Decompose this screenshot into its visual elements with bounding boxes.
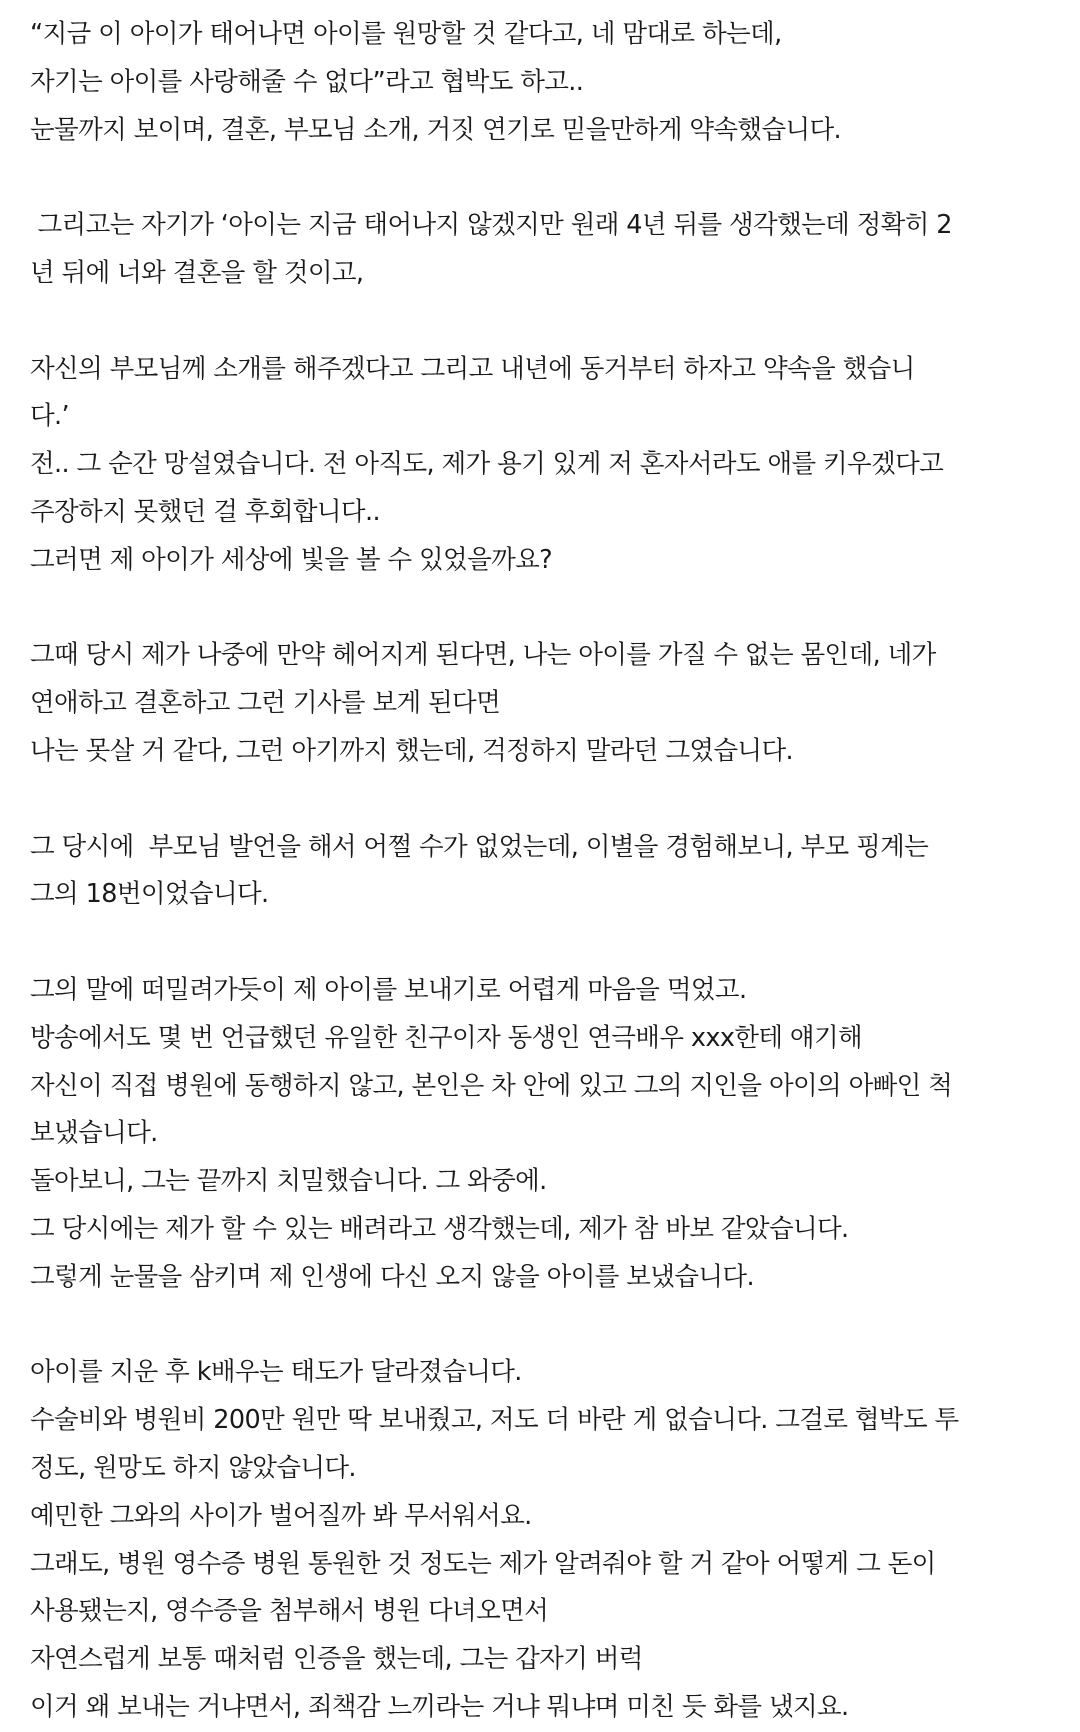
text-line: 이거 왜 보내는 거냐면서, 죄책감 느끼라는 거냐 뭐냐며 미친 듯 화를 냈지요. (30, 1691, 849, 1722)
text-line: 눈물까지 보이며, 결혼, 부모님 소개, 거짓 연기로 믿을만하게 약속했습니다. (30, 114, 842, 145)
paragraph-gap (30, 1302, 1060, 1350)
text-line: 예민한 그와의 사이가 벌어질까 봐 무서워서요. (30, 1500, 532, 1531)
text-line: “지금 이 아이가 태어나면 아이를 원망할 것 같다고, 네 맘대로 하는데, (30, 19, 782, 49)
text-line: 다.’ (30, 401, 70, 432)
text-line: 그러면 제 아이가 세상에 빛을 볼 수 있었을까요? (30, 544, 553, 575)
text-line: 그때 당시 제가 나중에 만약 헤어지게 된다면, 나는 아이를 가질 수 없는 몸인데, 네가 (30, 640, 936, 671)
text-line: 연애하고 결혼하고 그런 기사를 보게 된다면 (30, 688, 501, 719)
text-line: 자기는 아이를 사랑해줄 수 없다”라고 협박도 하고.. (30, 66, 584, 97)
text-line: 그렇게 눈물을 삼키며 제 인생에 다신 오지 않을 아이를 보냈습니다. (30, 1261, 754, 1292)
text-line: 그 당시에는 제가 할 수 있는 배려라고 생각했는데, 제가 참 바보 같았습니다. (30, 1213, 849, 1244)
text-line: 사용됐는지, 영수증을 첨부해서 병원 다녀오면서 (30, 1596, 549, 1627)
text-line: 년 뒤에 너와 결혼을 할 것이고, (30, 257, 364, 288)
article-body (30, 0, 1060, 1732)
paragraph-gap (30, 154, 1060, 202)
paragraph-gap (30, 298, 1060, 346)
paragraph-gap (30, 776, 1060, 824)
text-line: 그 당시에 부모님 발언을 해서 어쩔 수가 없었는데, 이별을 경험해보니, 부모 핑계는 (30, 831, 929, 862)
text-line: 정도, 원망도 하지 않았습니다. (30, 1452, 356, 1483)
text-line: 자신이 직접 병원에 동행하지 않고, 본인은 차 안에 있고 그의 지인을 아이의 아빠인 척 (30, 1070, 953, 1101)
text-line: 그리고는 자기가 ‘아이는 지금 태어나지 않겠지만 원래 4년 뒤를 생각했는데 정확히 2 (30, 210, 952, 241)
text-line: 아이를 지운 후 k배우는 태도가 달라졌습니다. (30, 1357, 522, 1388)
text-line: 수술비와 병원비 200만 원만 딱 보내줬고, 저도 더 바란 게 없습니다. 그걸로 협박도 투 (30, 1405, 959, 1436)
text-line: 그의 18번이었습니다. (30, 879, 269, 910)
text-line: 나는 못살 거 같다, 그런 아기까지 했는데, 걱정하지 말라던 그였습니다. (30, 735, 793, 766)
text-line: 그래도, 병원 영수증 병원 통원한 것 정도는 제가 알려줘야 할 거 같아 어떻게 그 돈이 (30, 1548, 936, 1579)
text-line: 보냈습니다. (30, 1118, 158, 1149)
paragraph-gap (30, 585, 1060, 633)
text-line: 방송에서도 몇 번 언급했던 유일한 친구이자 동생인 연극배우 xxx한테 얘기해 (30, 1022, 863, 1053)
text-line: 그의 말에 떠밀려가듯이 제 아이를 보내기로 어렵게 마음을 먹었고. (30, 974, 747, 1005)
text-line: 주장하지 못했던 걸 후회합니다.. (30, 496, 380, 527)
text-line: 자연스럽게 보통 때처럼 인증을 했는데, 그는 갑자기 버럭 (30, 1644, 643, 1675)
text-line: 돌아보니, 그는 끝까지 치밀했습니다. 그 와중에. (30, 1166, 547, 1197)
paragraph-gap (30, 919, 1060, 967)
text-line: 자신의 부모님께 소개를 해주겠다고 그리고 내년에 동거부터 하자고 약속을 했습니 (30, 353, 915, 384)
text-line: 전.. 그 순간 망설였습니다. 전 아직도, 제가 용기 있게 저 혼자서라도 애를 키우겠다고 (30, 449, 944, 480)
